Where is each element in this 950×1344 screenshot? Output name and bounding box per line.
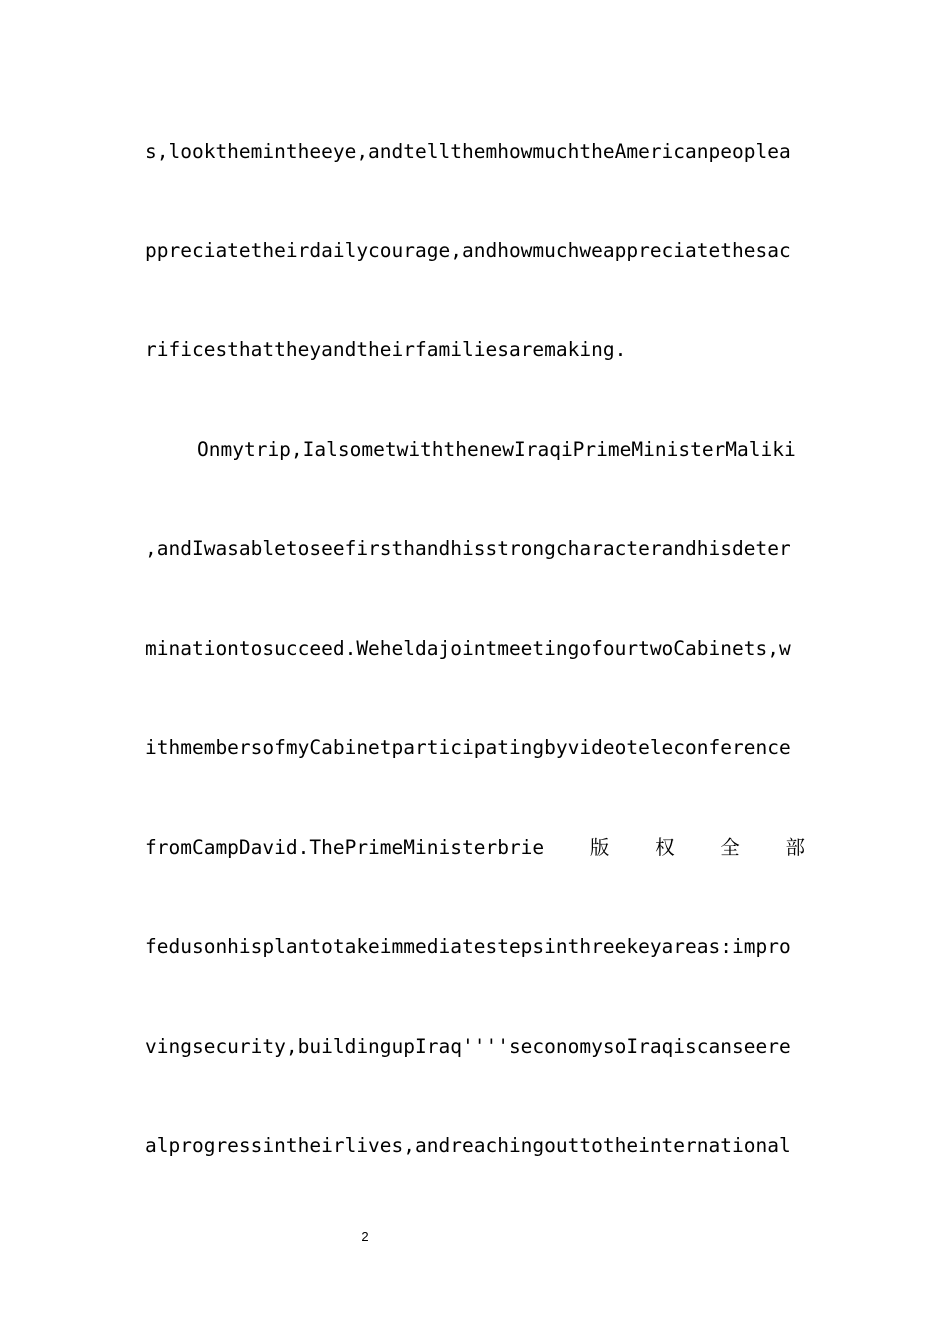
text-line-8-mixed xyxy=(145,836,805,860)
page-number: 2 xyxy=(361,1229,369,1244)
cjk-char-1: 版 xyxy=(589,836,610,859)
text-line-3: rificesthattheyandtheirfamiliesaremaking. xyxy=(145,338,627,361)
text-line-1: s,lookthemintheeye,andtellthemhowmuchtheAmericanpeoplea xyxy=(145,140,791,163)
text-line-2: ppreciatetheirdailycourage,andhowmuchweappreciatethesac xyxy=(145,239,791,262)
text-line-4-paragraph-start: Onmytrip,IalsometwiththenewIraqiPrimeMinisterMaliki xyxy=(197,438,796,461)
cjk-char-3: 全 xyxy=(720,836,740,859)
cjk-char-2: 权 xyxy=(655,836,675,859)
text-line-7: ithmembersofmyCabinetparticipatingbyvideoteleconference xyxy=(145,736,791,759)
cjk-char-4: 部 xyxy=(785,836,805,859)
text-line-6: minationtosucceed.WeheldajointmeetingofourtwoCabinets,w xyxy=(145,637,791,660)
text-line-10: vingsecurity,buildingupIraq''''seconomysoIraqiscanseere xyxy=(145,1035,791,1058)
text-line-11: alprogressintheirlives,andreachingouttotheinternational xyxy=(145,1134,791,1157)
text-line-9: fedusonhisplantotakeimmediatestepsinthreekeyareas:impro xyxy=(145,935,791,958)
text-line-8-latin: fromCampDavid.ThePrimeMinisterbrie xyxy=(145,836,545,859)
text-line-5: ,andIwasabletoseefirsthandhisstrongcharacterandhisdeter xyxy=(145,537,791,560)
